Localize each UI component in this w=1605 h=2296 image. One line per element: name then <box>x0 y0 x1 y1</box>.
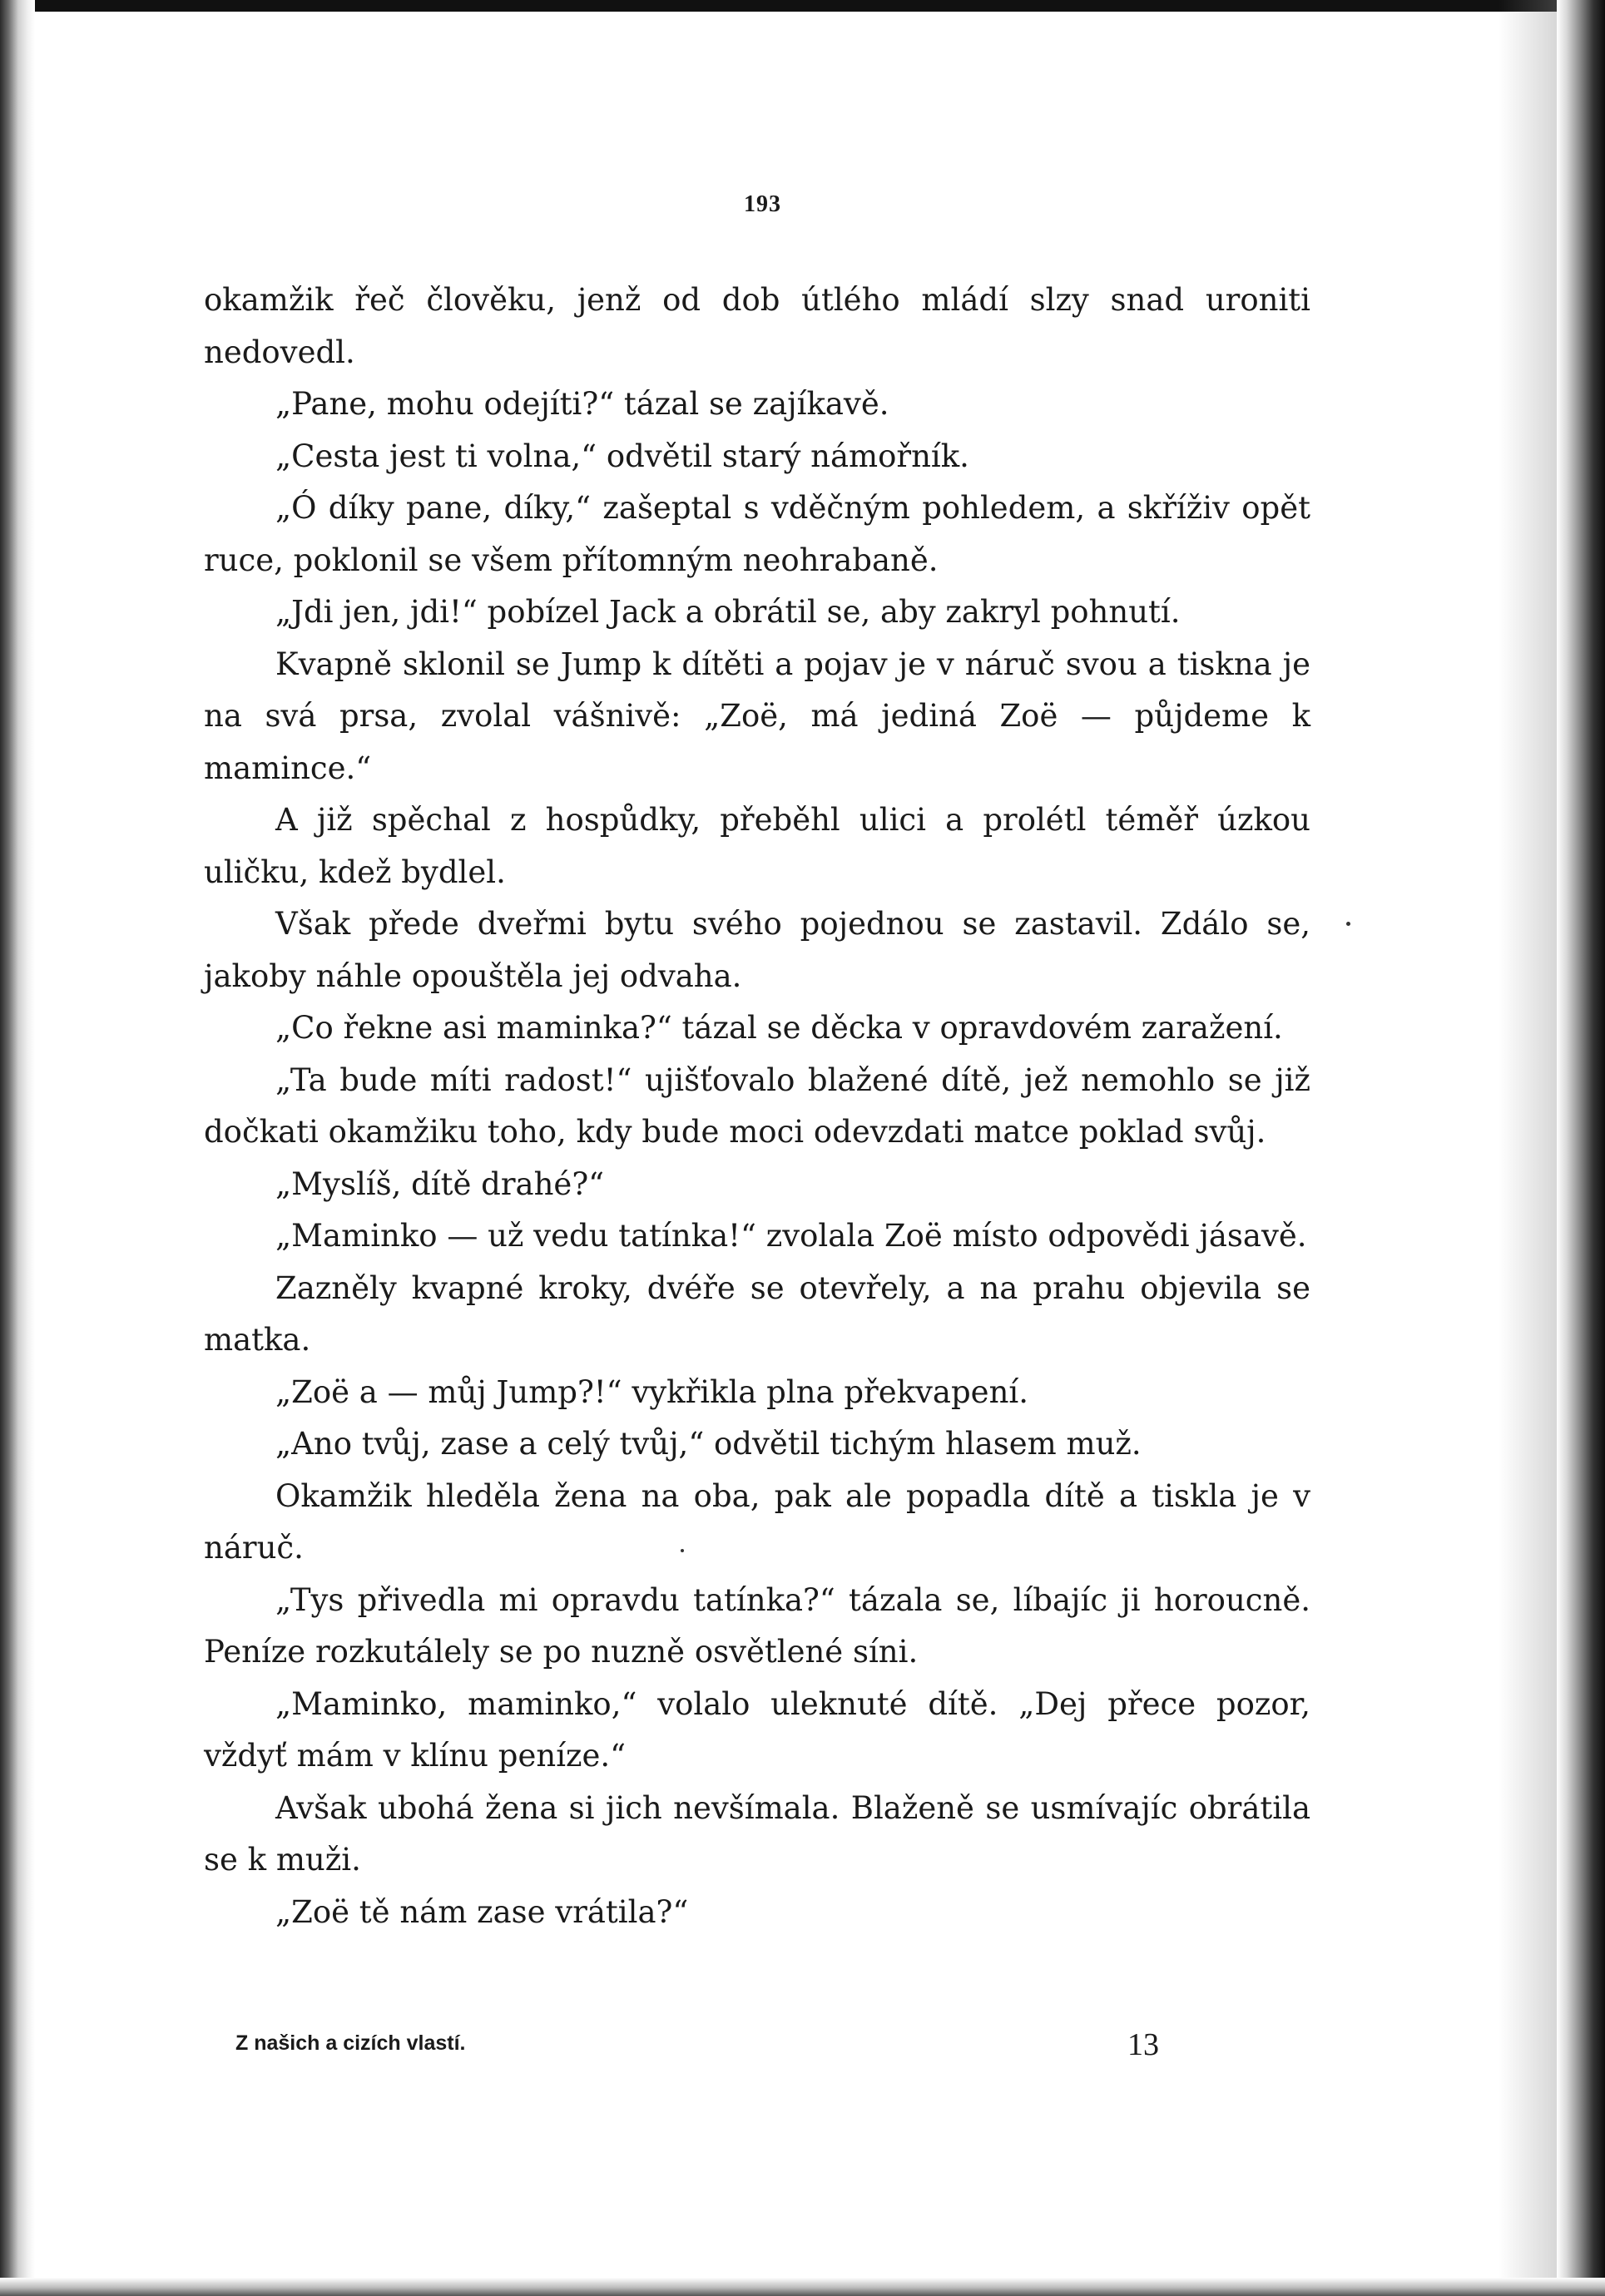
paragraph: „Ta bude míti radost!“ ujišťovalo blažené dítě, jež nemohlo se již dočkati okamžiku toho, kdy bude moci odevzdati matce poklad svůj. <box>204 1061 1310 1150</box>
scan-speck <box>1346 922 1350 926</box>
paragraph: „Ano tvůj, zase a celý tvůj,“ odvětil tichým hlasem muž. <box>275 1426 1142 1462</box>
scan-shadow-right <box>1498 0 1557 2296</box>
paragraph: „Maminko — už vedu tatínka!“ zvolala Zoë místo odpovědi jásavě. <box>275 1218 1307 1254</box>
page-footer <box>235 2026 1159 2060</box>
footer-signature-mark: 13 <box>1127 2027 1159 2062</box>
paragraph: „Jdi jen, jdi!“ pobízel Jack a obrátil se, aby zakryl pohnutí. <box>275 594 1181 630</box>
paragraph: „Co řekne asi maminka?“ tázal se děcka v opravdovém zaražení. <box>275 1010 1283 1046</box>
paragraph: Kvapně sklonil se Jump k dítěti a pojav je v náruč svou a tiskna je na svá prsa, zvolal vášnivě: „Zoë, má jediná Zoë — půjdeme k mamince.“ <box>204 646 1310 786</box>
scan-speck <box>681 1549 684 1552</box>
footer-source: Z našich a cizích vlastí. <box>235 2031 466 2055</box>
paragraph: „Pane, mohu odejíti?“ tázal se zajíkavě. <box>275 386 889 422</box>
paragraph: Však přede dveřmi bytu svého pojednou se zastavil. Zdálo se, jakoby náhle opouštěla jej odvaha. <box>204 906 1310 994</box>
paragraph: „Myslíš, dítě drahé?“ <box>275 1165 605 1202</box>
scan-edge-bottom <box>0 2278 1605 2296</box>
paragraph: „Zoë a — můj Jump?!“ vykřikla plna překvapení. <box>275 1373 1029 1410</box>
paragraph: „Tys přivedla mi opravdu tatínka?“ tázala se, líbajíc ji horoucně. Peníze rozkutálely se po nuzně osvětlené síni. <box>204 1581 1310 1670</box>
paragraph: „Ó díky pane, díky,“ zašeptal s vděčným pohledem, a skříživ opět ruce, poklonil se všem přítomným neohrabaně. <box>204 490 1310 578</box>
scan-edge-left <box>0 0 35 2296</box>
paragraph: „Zoë tě nám zase vrátila?“ <box>275 1893 689 1930</box>
paragraph: „Maminko, maminko,“ volalo uleknuté dítě. „Dej přece pozor, vždyť mám v klínu peníze.“ <box>204 1685 1310 1774</box>
body-text <box>204 275 1310 1938</box>
paragraph: Zazněly kvapné kroky, dvéře se otevřely, a na prahu objevila se matka. <box>204 1269 1310 1358</box>
paragraph: Avšak ubohá žena si jich nevšímala. Blaženě se usmívajíc obrátila se k muži. <box>204 1789 1310 1878</box>
page-number-text: 193 <box>744 191 781 217</box>
paragraph: Okamžik hleděla žena na oba, pak ale popadla dítě a tiskla je v náruč. <box>204 1477 1310 1566</box>
scan-edge-top <box>0 0 1605 12</box>
scan-edge-right <box>1557 0 1605 2296</box>
page-number <box>0 191 1605 218</box>
paragraph: A již spěchal z hospůdky, přeběhl ulici a prolétl téměř úzkou uličku, kdež bydlel. <box>204 802 1310 890</box>
paragraph: okamžik řeč člověku, jenž od dob útlého mládí slzy snad uroniti nedovedl. <box>204 282 1310 370</box>
paragraph: „Cesta jest ti volna,“ odvětil starý námořník. <box>275 438 969 474</box>
